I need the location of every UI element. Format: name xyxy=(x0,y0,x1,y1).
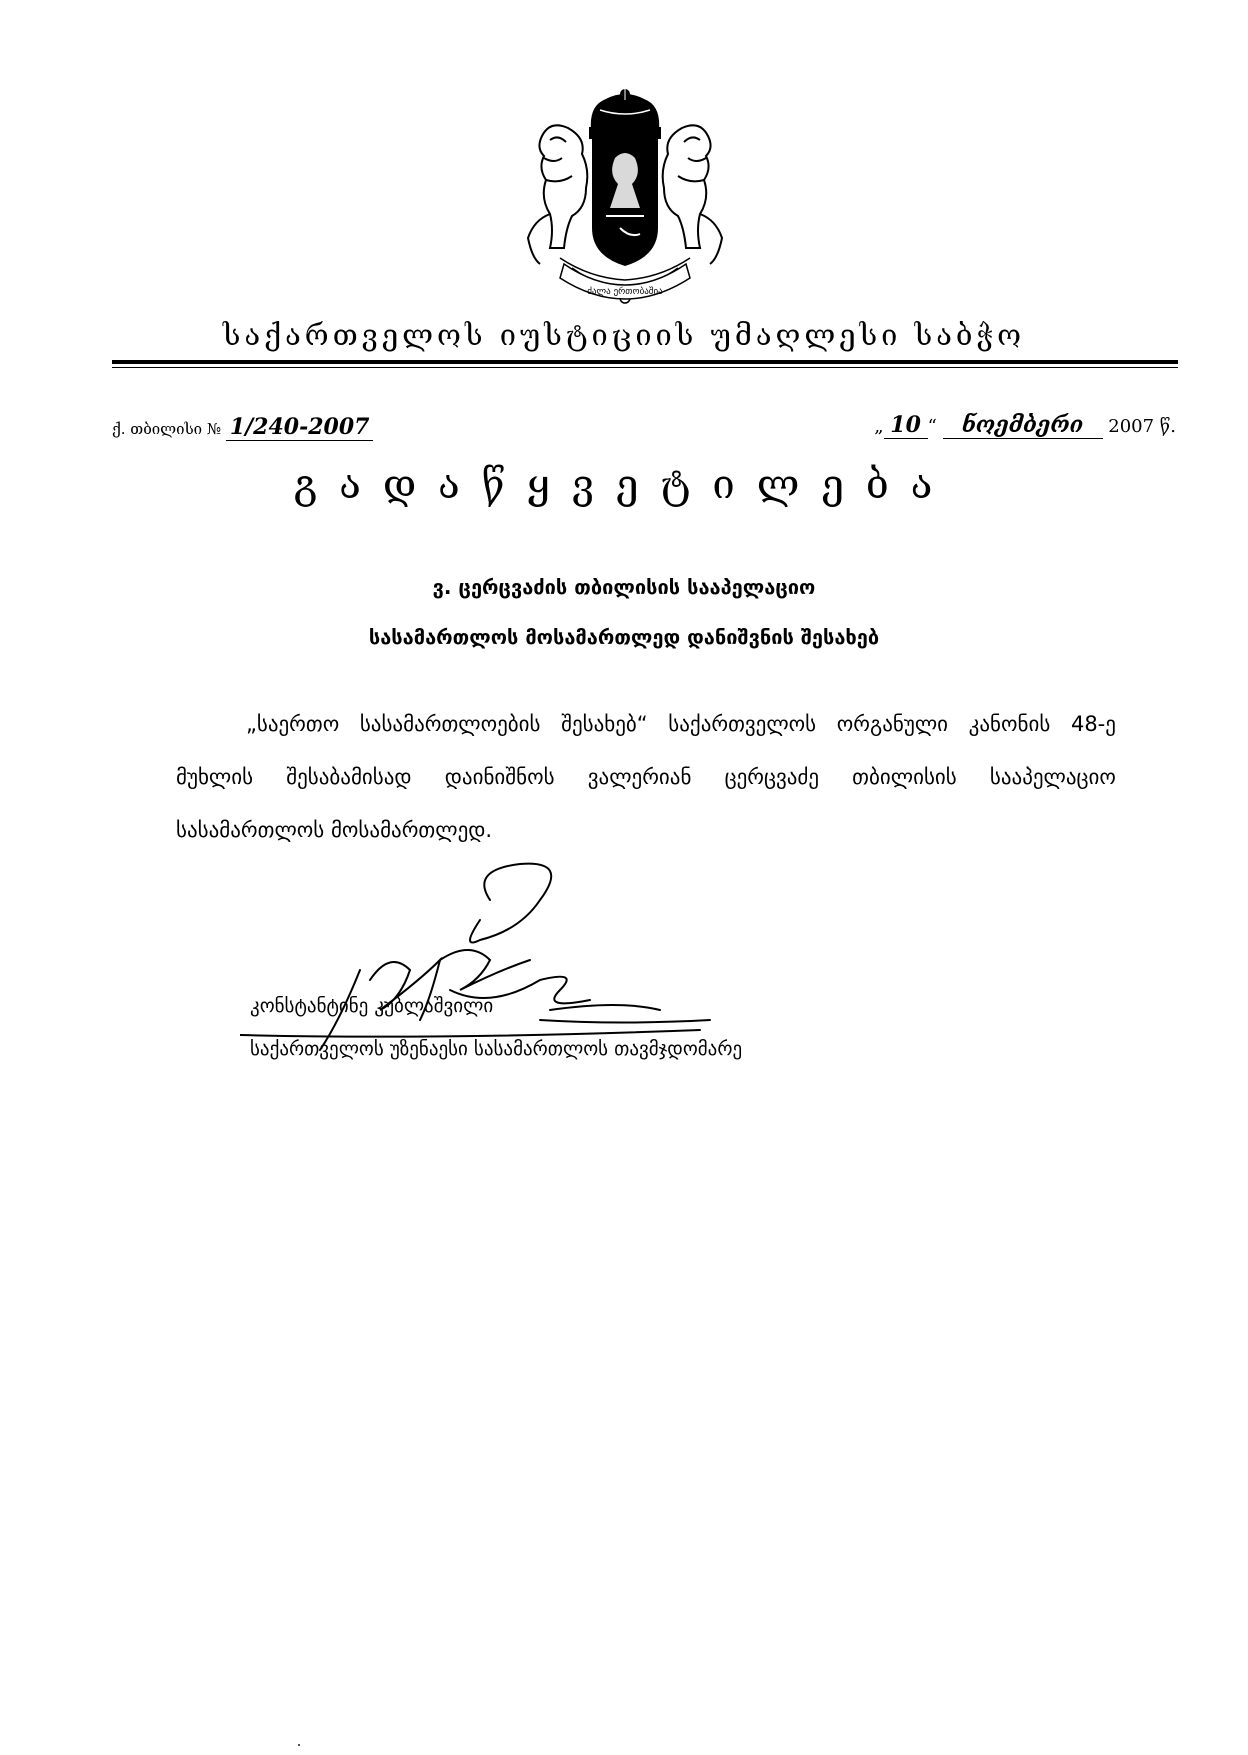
body-word: დაინიშნოს xyxy=(444,765,555,789)
body-word: სასამართლოების xyxy=(359,712,541,736)
body-word: 48-ე xyxy=(1070,712,1116,736)
scan-artifact-dot xyxy=(298,1744,300,1746)
shield-icon xyxy=(592,138,658,266)
signatory-name: კონსტანტინე კუბლაშვილი xyxy=(250,995,494,1017)
city-label: ქ. თბილისი № xyxy=(112,420,222,438)
crown-icon xyxy=(590,88,660,138)
body-line-2 xyxy=(176,765,1116,789)
date-year: 2007 xyxy=(1108,416,1155,437)
date-open-quote: „ xyxy=(874,416,884,437)
body-word: ვალერიან xyxy=(587,765,692,789)
council-name: საქართველოს იუსტიციის უმაღლესი საბჭო xyxy=(222,318,1026,352)
signatory-title: საქართველოს უზენაესი სასამართლოს თავმჯდომარე xyxy=(250,1038,743,1060)
body-word: შესახებ“ xyxy=(561,712,648,736)
coat-of-arms-emblem xyxy=(520,88,730,308)
handwritten-signature xyxy=(240,860,760,1060)
header-rule-thin xyxy=(112,367,1178,368)
date-suffix: წ. xyxy=(1159,416,1176,437)
body-word: მუხლის xyxy=(176,765,254,789)
body-word: ცერცვაძე xyxy=(724,765,820,789)
document-number: 1/240-2007 xyxy=(226,414,374,441)
date-line xyxy=(874,412,1176,439)
date-close-quote: “ xyxy=(927,416,937,437)
motto-text: ძალა ერთობაშია xyxy=(587,287,663,297)
document-title: გადაწყვეტილება xyxy=(293,462,955,508)
body-word: „საერთო xyxy=(246,712,340,736)
date-day: 10 xyxy=(884,412,928,439)
date-month: ნოემბერი xyxy=(943,412,1103,439)
body-word: თბილისის xyxy=(852,765,957,789)
subject-line-2: სასამართლოს მოსამართლედ დანიშვნის შესახებ xyxy=(368,625,880,649)
body-word: საქართველოს xyxy=(668,712,817,736)
body-word: ორგანული xyxy=(836,712,949,736)
body-line-3: სასამართლოს მოსამართლედ. xyxy=(176,818,493,842)
subject-line-1: ვ. ცერცვაძის თბილისის სააპელაციო xyxy=(432,575,816,599)
header-rule-thick xyxy=(112,360,1178,364)
body-word: კანონის xyxy=(968,712,1051,736)
body-word: შესაბამისად xyxy=(286,765,412,789)
right-lion-icon xyxy=(663,125,722,264)
city-and-number-line xyxy=(112,414,373,441)
body-word: სააპელაციო xyxy=(989,765,1116,789)
left-lion-icon xyxy=(528,125,587,264)
body-line-1 xyxy=(246,712,1116,736)
